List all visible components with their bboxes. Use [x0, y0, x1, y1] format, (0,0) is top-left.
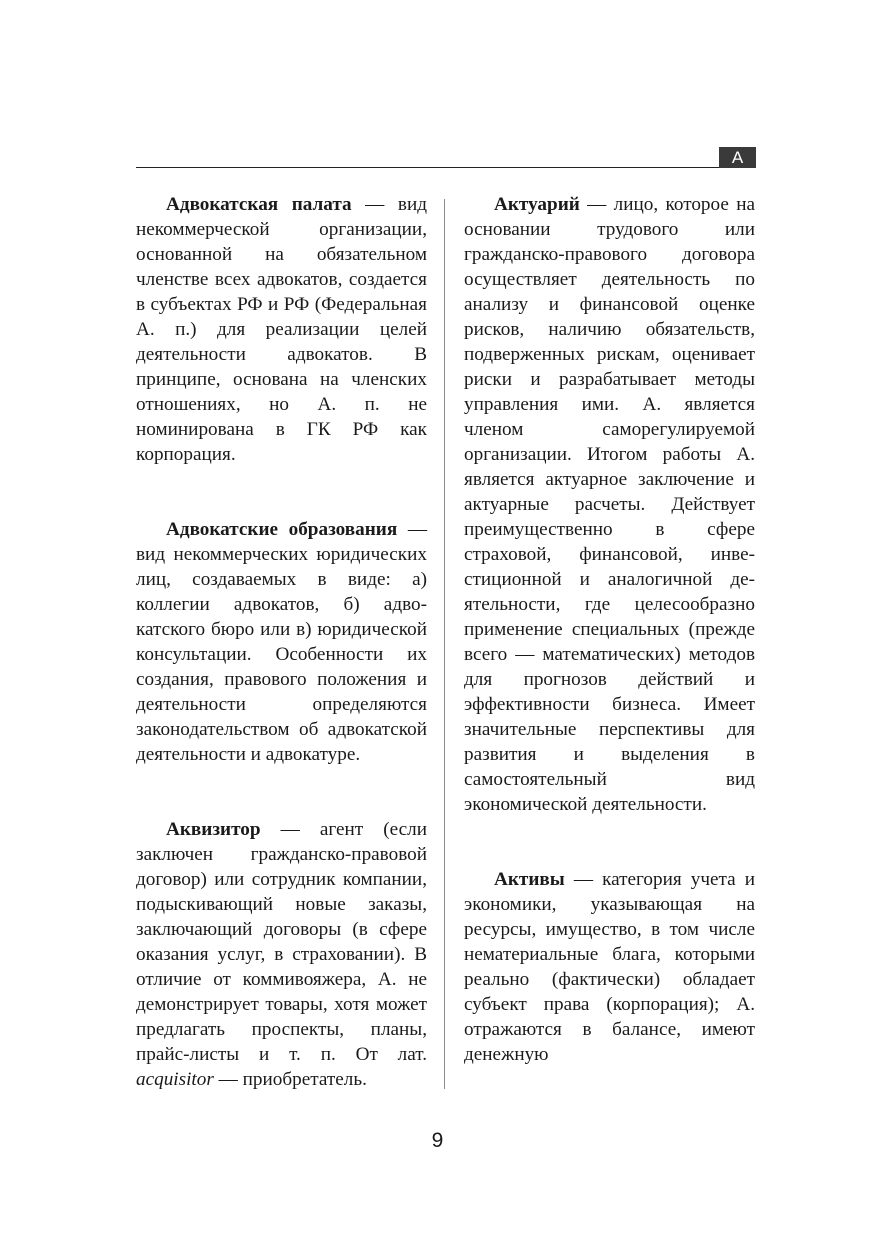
- entry-definition-end: — приобретатель.: [213, 1069, 367, 1090]
- header-rule: [136, 167, 756, 168]
- latin-term: acquisitor: [136, 1069, 214, 1090]
- right-column: [464, 192, 755, 1067]
- column-divider: [444, 199, 445, 1089]
- entry-term: Аквизитор: [166, 819, 261, 840]
- left-column: [136, 192, 427, 1092]
- entry-term: Адвокатские образования: [166, 519, 398, 540]
- section-letter-tab: А: [719, 147, 756, 168]
- page-number: 9: [431, 1129, 444, 1152]
- entry-advokatskaya-palata: [136, 192, 427, 467]
- entry-term: Активы: [494, 869, 565, 890]
- entry-term: Актуарий: [494, 194, 580, 215]
- entry-akvizitor: [136, 817, 427, 1092]
- entry-advokatskie-obrazovaniya: [136, 517, 427, 767]
- entry-aktuariy: [464, 192, 755, 817]
- entry-definition: — лицо, которое на основании трудового или гражданско-правового договора осуществляет деятельность по анализу и финансовой оценке рисков, наличию обязательств, подверженных рискам, оценивает риски и разрабатывает методы управления ими. А. является членом саморегулируемой организации. Итогом работы А. является актуарное заключение и актуарные расчеты. Действует преимущественно в сфере страховой, финансовой, инвестиционной и аналогичной деятельности, где целесообразно применение специальных (прежде всего — математических) методов для прогнозов действий и эффективности бизнеса. Имеет значительные перспективы для развития и выделения в самостоятельный вид экономической деятельности.: [464, 194, 755, 815]
- entry-definition: — вид некоммерческой организации, основанной на обязательном членстве всех адвокатов, создается в субъектах РФ и РФ (Федеральная А. п.) для реализации целей деятельности адвокатов. В принципе, основана на членских отношениях, но А. п. не номинирована в ГК РФ как корпорация.: [136, 194, 427, 465]
- entry-definition: — вид некоммерческих юридических лиц, создаваемых в виде: а) коллегии адвокатов, б) адвокатского бюро или в) юридической консультации. Особенности их создания, правового положения и деятельности определяются законодательством об адвокатской деятельности и адвокатуре.: [136, 519, 428, 765]
- entry-definition: — агент (если заключен гражданско-правовой договор) или сотрудник компании, подыскивающий новые заказы, заключающий договоры (в сфере оказания услуг, в страховании). В отличие от коммивояжера, А. не демонстрирует товары, хотя может предлагать проспекты, планы, прайс-листы и т. п. От лат.: [136, 819, 427, 1065]
- entry-term: Адвокатская палата: [166, 194, 352, 215]
- entry-definition: — категория учета и экономики, указывающая на ресурсы, имущество, в том числе нематериальные блага, которыми реально (фактически) обладает субъект права (корпорация); А. отражаются в балансе, имеют денежную: [464, 869, 755, 1065]
- entry-aktivy: [464, 867, 755, 1067]
